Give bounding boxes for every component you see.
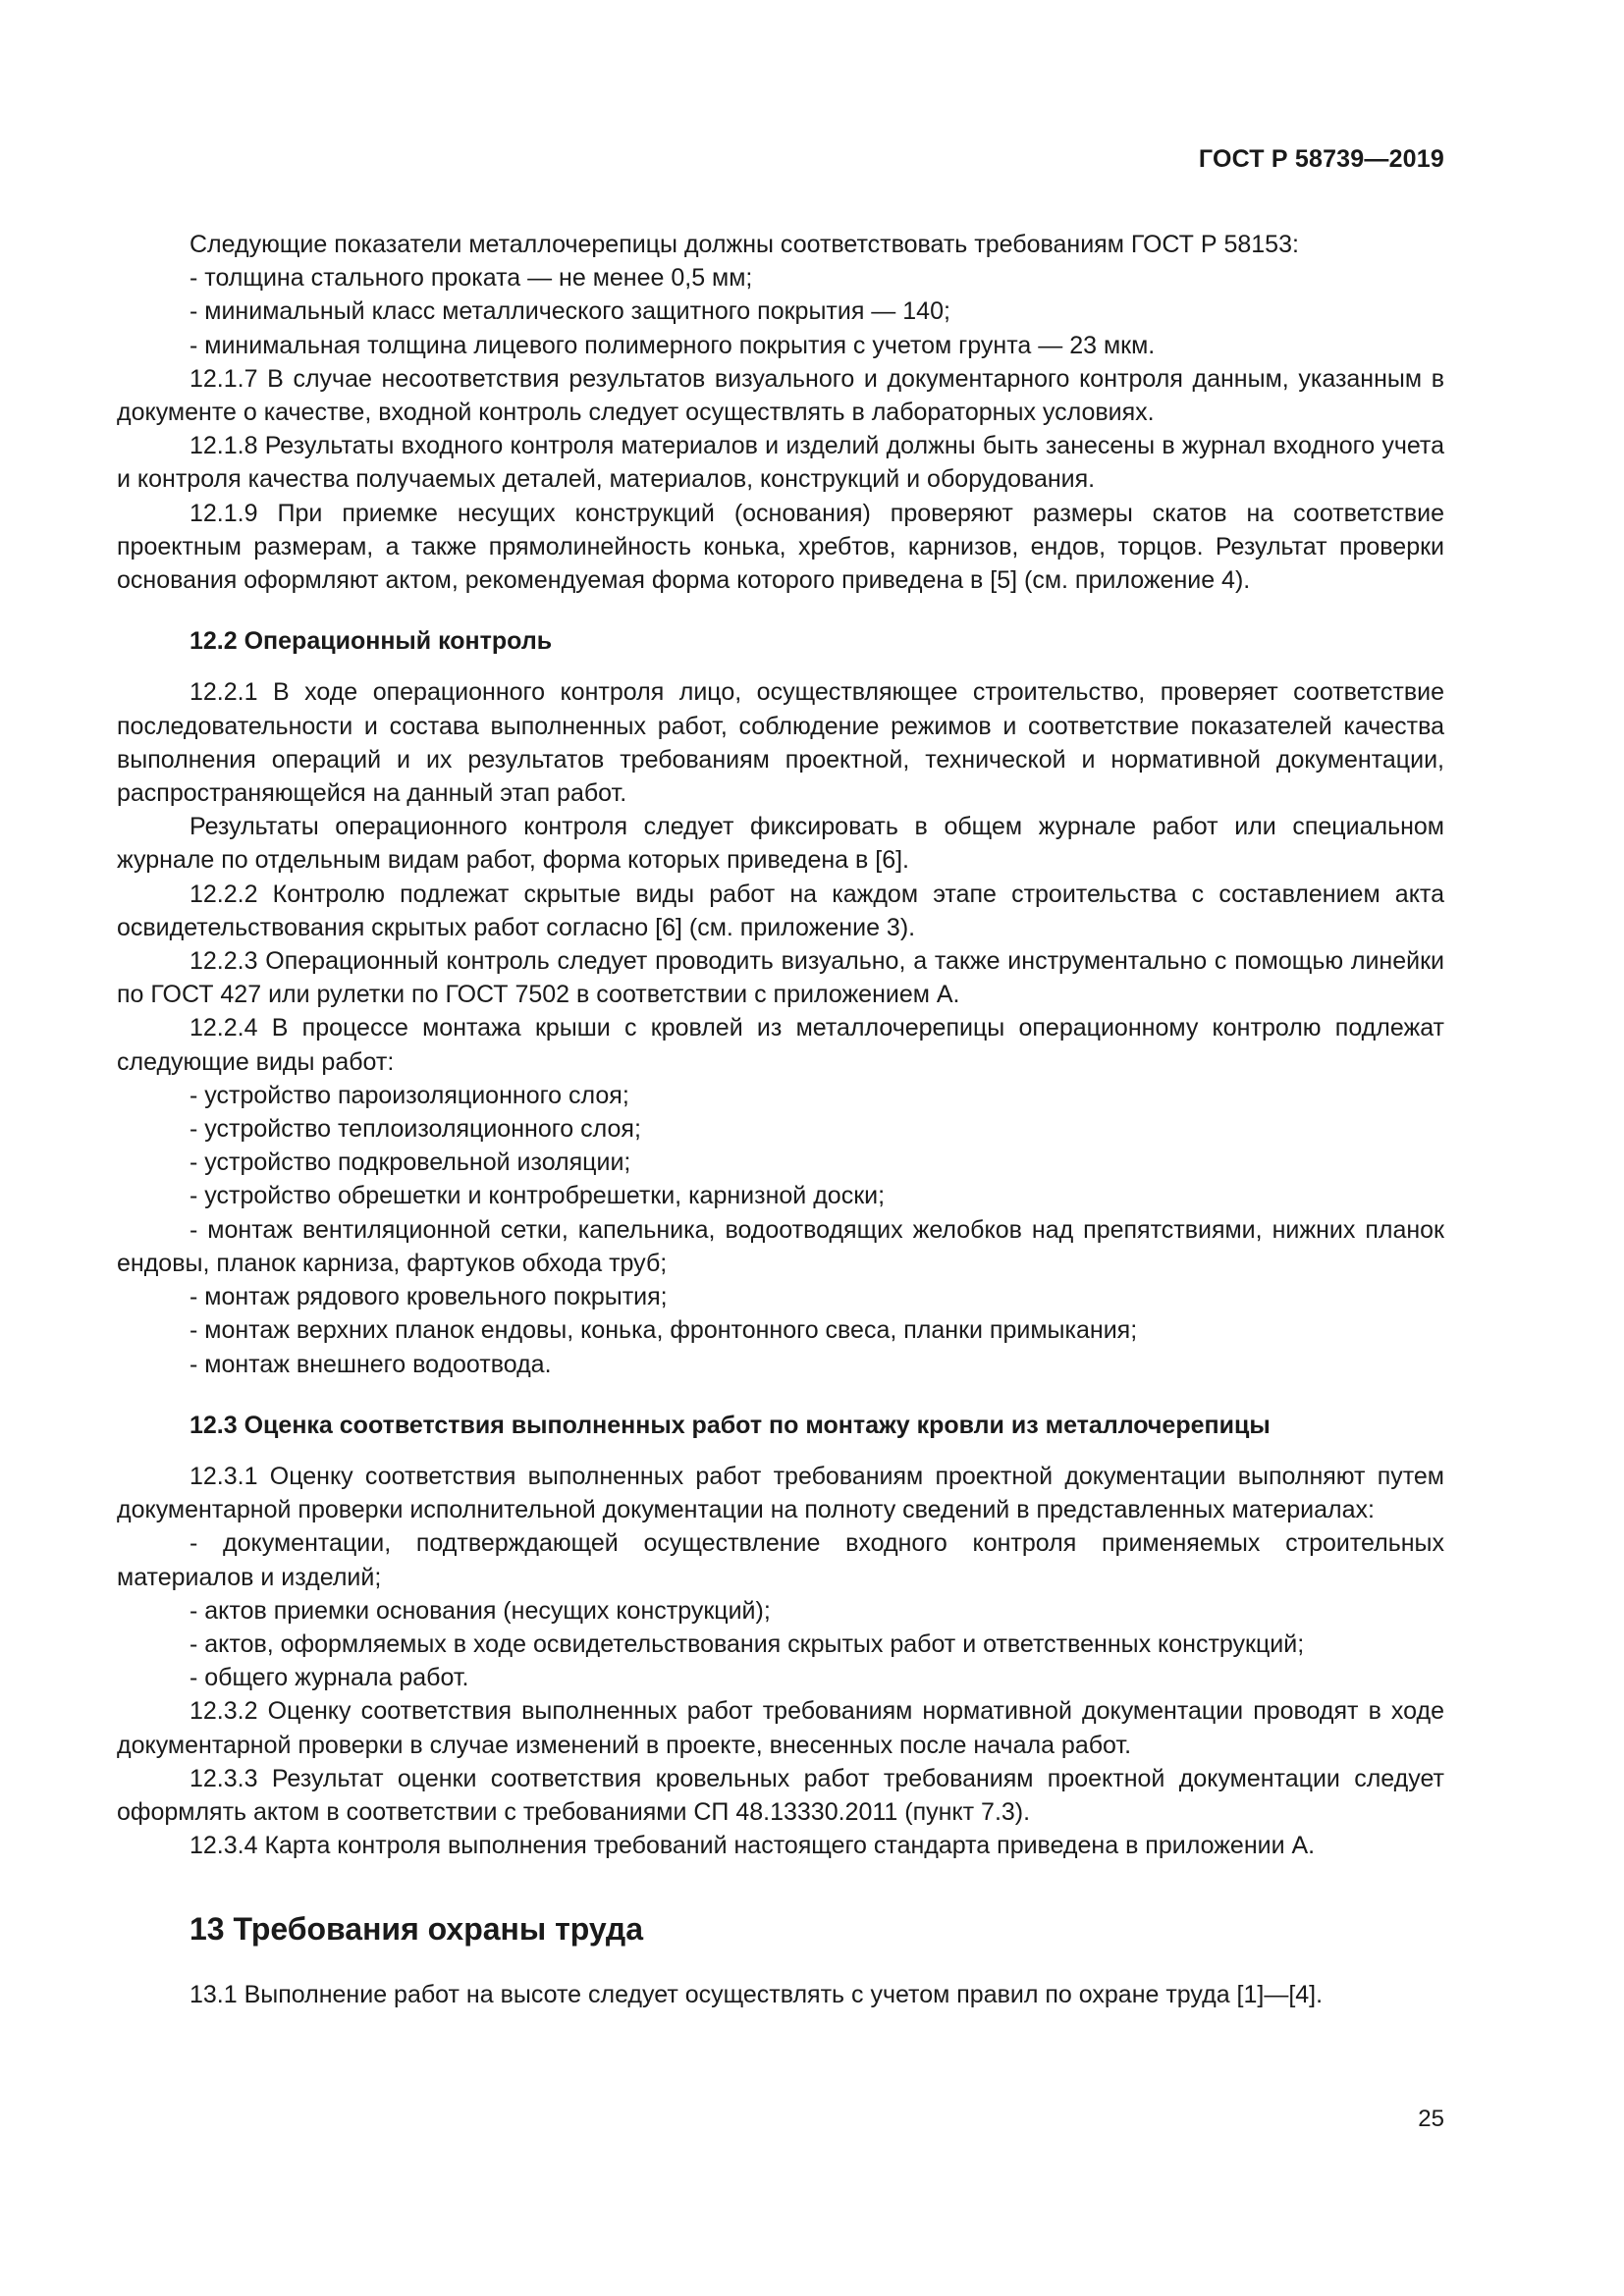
paragraph-12-1-7: 12.1.7 В случае несоответствия результатов визуального и документарного контроля данным, указанным в документе о качестве, входной контроль следует осуществлять в лабораторных условиях. [117,364,1444,427]
list-item: - актов приемки основания (несущих конструкций); [189,1596,771,1625]
intro-paragraph: Следующие показатели металлочерепицы должны соответствовать требованиям ГОСТ Р 58153: [189,231,1299,258]
list-item: - толщина стального проката — не менее 0,5 мм; [189,264,753,293]
paragraph-13-1: 13.1 Выполнение работ на высоте следует осуществлять с учетом правил по охране труда [1]—[4]. [189,1981,1324,2009]
section-heading-12-3: 12.3 Оценка соответствия выполненных работ по монтажу кровли из металлочерепицы [189,1411,1271,1439]
list-item: - минимальный класс металлического защитного покрытия — 140; [189,297,950,326]
list-item: - монтаж рядового кровельного покрытия; [189,1283,668,1311]
document-body [117,228,1444,2012]
paragraph-12-2-1: 12.2.1 В ходе операционного контроля лицо, осуществляющее строительство, проверяет соответствие последовательности и состава выполненных работ, соблюдение режимов и соответствие показателей качества выполнения операций и их результатов требованиям проектной, технической и нормативной документации, распространяющейся на данный этап работ. [117,678,1444,808]
list-item: - устройство пароизоляционного слоя; [189,1081,629,1109]
list-item: - минимальная толщина лицевого полимерного покрытия с учетом грунта — 23 мкм. [189,331,1156,359]
paragraph-12-3-2: 12.3.2 Оценку соответствия выполненных работ требованиям нормативной документации проводят в ходе документарной проверки в случае изменений в проекте, внесенных после начала работ. [117,1697,1444,1759]
paragraph-12-1-9: 12.1.9 При приемке несущих конструкций (основания) проверяют размеры скатов на соответствие проектным размерам, а также прямолинейность конька, хребтов, карнизов, ендов, торцов. Результат проверки основания оформляют актом, рекомендуемая форма которого приведена в [5] (см. приложение 4). [117,499,1444,595]
paragraph-12-3-4: 12.3.4 Карта контроля выполнения требований настоящего стандарта приведена в приложении А. [189,1832,1316,1860]
section-heading-13: 13 Требования охраны труда [189,1911,643,1948]
paragraph-12-3-3: 12.3.3 Результат оценки соответствия кровельных работ требованиям проектной документации следует оформлять актом в соответствии с требованиями СП 48.13330.2011 (пункт 7.3). [117,1764,1444,1826]
paragraph-12-1-8: 12.1.8 Результаты входного контроля материалов и изделий должны быть занесены в журнал входного учета и контроля качества получаемых деталей, материалов, конструкций и оборудования. [117,432,1444,494]
list-item: - актов, оформляемых в ходе освидетельствования скрытых работ и ответственных конструкций; [189,1629,1305,1658]
list-item: - устройство подкровельной изоляции; [189,1148,631,1177]
paragraph-results: Результаты операционного контроля следует фиксировать в общем журнале работ или специальном журнале по отдельным видам работ, форма которых приведена в [6]. [117,813,1444,875]
list-item: - монтаж вентиляционной сетки, капельника, водоотводящих желобков над препятствиями, нижних планок ендовы, планок карниза, фартуков обхода труб; [117,1215,1444,1277]
paragraph-12-2-2: 12.2.2 Контролю подлежат скрытые виды работ на каждом этапе строительства с составлением акта освидетельствования скрытых работ согласно [6] (см. приложение 3). [117,880,1444,941]
document-header-code: ГОСТ Р 58739—2019 [1198,145,1444,173]
list-item: - общего журнала работ. [189,1664,469,1692]
section-heading-12-2: 12.2 Операционный контроль [189,627,553,656]
paragraph-12-2-4: 12.2.4 В процессе монтажа крыши с кровлей из металлочерепицы операционному контролю подлежат следующие виды работ: [117,1014,1444,1076]
paragraph-12-2-3: 12.2.3 Операционный контроль следует проводить визуально, а также инструментально с помощью линейки по ГОСТ 427 или рулетки по ГОСТ 7502 в соответствии с приложением А. [117,947,1444,1009]
list-item: - документации, подтверждающей осуществление входного контроля применяемых строительных материалов и изделий; [117,1529,1444,1591]
page-number: 25 [1418,2106,1444,2132]
list-item: - монтаж верхних планок ендовы, конька, фронтонного свеса, планки примыкания; [189,1316,1138,1345]
list-item: - монтаж внешнего водоотвода. [189,1350,552,1378]
list-item: - устройство теплоизоляционного слоя; [189,1115,641,1144]
paragraph-12-3-1: 12.3.1 Оценку соответствия выполненных работ требованиям проектной документации выполняют путем документарной проверки исполнительной документации на полноту сведений в представленных материалах: [117,1462,1444,1524]
list-item: - устройство обрешетки и контробрешетки, карнизной доски; [189,1182,886,1210]
